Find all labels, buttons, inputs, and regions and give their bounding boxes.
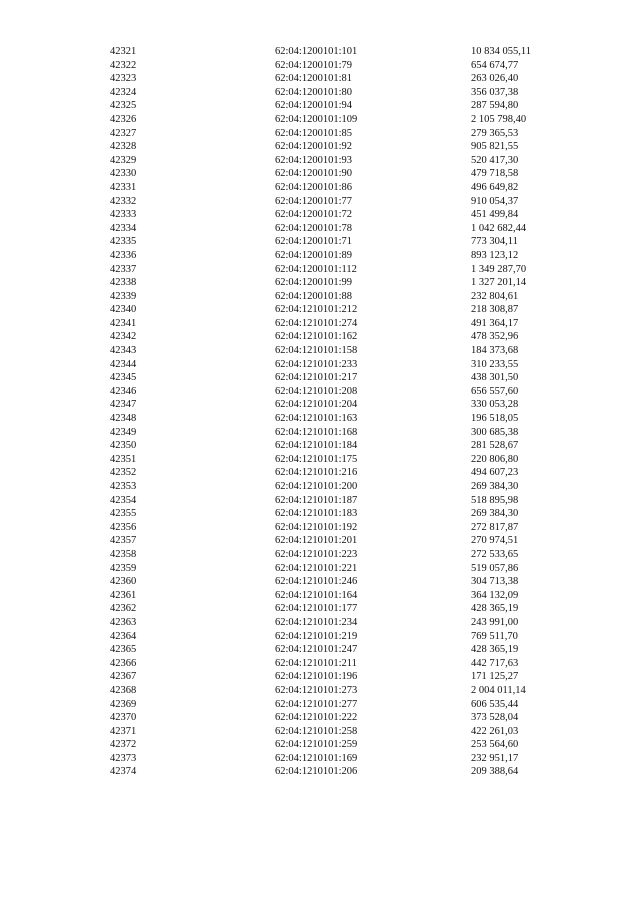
cadastral-number: 62:04:1200101:88 <box>275 290 353 302</box>
table-row <box>0 589 631 603</box>
cadastral-value: 451 499,84 <box>471 209 519 221</box>
cadastral-value: 330 053,28 <box>471 399 519 411</box>
row-number: 42338 <box>110 277 137 289</box>
cadastral-number: 62:04:1210101:206 <box>275 766 358 778</box>
cadastral-value: 2 105 798,40 <box>471 113 527 125</box>
cadastral-value: 491 364,17 <box>471 317 519 329</box>
cadastral-number: 62:04:1200101:101 <box>275 46 358 57</box>
row-number: 42373 <box>110 752 137 764</box>
cadastral-number: 62:04:1210101:274 <box>275 317 358 329</box>
row-number: 42325 <box>110 100 137 112</box>
row-number: 42352 <box>110 467 137 479</box>
cadastral-value: 520 417,30 <box>471 154 519 166</box>
cadastral-value: 218 308,87 <box>471 304 519 316</box>
cadastral-value: 232 804,61 <box>471 290 519 302</box>
cadastral-value: 438 301,50 <box>471 372 519 384</box>
cadastral-number: 62:04:1210101:221 <box>275 562 358 574</box>
row-number: 42346 <box>110 385 137 397</box>
cadastral-number: 62:04:1210101:219 <box>275 630 358 642</box>
cadastral-number: 62:04:1200101:112 <box>275 263 357 275</box>
cadastral-number: 62:04:1210101:258 <box>275 725 358 737</box>
table-row <box>0 602 631 616</box>
cadastral-number: 62:04:1210101:169 <box>275 752 358 764</box>
cadastral-value: 269 384,30 <box>471 481 519 492</box>
table-row <box>0 263 631 277</box>
table-body <box>0 45 631 779</box>
table-row <box>0 738 631 752</box>
cadastral-number: 62:04:1200101:81 <box>275 73 353 85</box>
table-row <box>0 507 631 521</box>
row-number: 42355 <box>110 508 137 520</box>
cadastral-number: 62:04:1200101:109 <box>275 113 358 125</box>
row-number: 42337 <box>110 263 137 275</box>
cadastral-number: 62:04:1210101:223 <box>275 548 358 560</box>
cadastral-value: 281 528,67 <box>471 440 519 452</box>
row-number: 42341 <box>110 317 137 329</box>
row-number: 42323 <box>110 73 137 85</box>
cadastral-value: 272 817,87 <box>471 521 519 533</box>
row-number: 42326 <box>110 113 137 125</box>
table-row <box>0 494 631 508</box>
table-row <box>0 113 631 127</box>
cadastral-number: 62:04:1210101:212 <box>275 304 358 316</box>
row-number: 42335 <box>110 236 137 248</box>
cadastral-value: 478 352,96 <box>471 331 519 343</box>
row-number: 42344 <box>110 358 137 370</box>
cadastral-number: 62:04:1210101:177 <box>275 603 358 615</box>
table-row <box>0 222 631 236</box>
cadastral-value: 196 518,05 <box>471 413 519 425</box>
row-number: 42356 <box>110 521 137 533</box>
table-row <box>0 249 631 263</box>
cadastral-number: 62:04:1200101:71 <box>275 236 353 248</box>
cadastral-value: 654 674,77 <box>471 59 519 71</box>
cadastral-value: 232 951,17 <box>471 752 519 764</box>
cadastral-value: 519 057,86 <box>471 562 519 574</box>
cadastral-value: 428 365,19 <box>471 603 519 615</box>
row-number: 42354 <box>110 494 137 506</box>
cadastral-value: 184 373,68 <box>471 345 519 357</box>
cadastral-value: 220 806,80 <box>471 453 519 465</box>
row-number: 42340 <box>110 304 137 316</box>
cadastral-value: 171 125,27 <box>471 671 519 683</box>
row-number: 42348 <box>110 413 137 425</box>
row-number: 42371 <box>110 725 137 737</box>
table-row <box>0 752 631 766</box>
cadastral-value: 373 528,04 <box>471 712 519 724</box>
table-row <box>0 358 631 372</box>
cadastral-value: 442 717,63 <box>471 657 519 669</box>
cadastral-number: 62:04:1210101:175 <box>275 453 358 465</box>
row-number: 42349 <box>110 426 137 438</box>
table-row <box>0 167 631 181</box>
table-row <box>0 657 631 671</box>
cadastral-value: 209 388,64 <box>471 766 519 778</box>
table-row <box>0 439 631 453</box>
cadastral-number: 62:04:1210101:201 <box>275 535 358 547</box>
cadastral-value: 263 026,40 <box>471 73 519 85</box>
row-number: 42368 <box>110 684 137 696</box>
table-row <box>0 59 631 73</box>
cadastral-number: 62:04:1200101:89 <box>275 249 353 261</box>
row-number: 42336 <box>110 249 137 261</box>
cadastral-value: 253 564,60 <box>471 739 519 751</box>
cadastral-value: 1 327 201,14 <box>471 277 527 289</box>
cadastral-number: 62:04:1200101:80 <box>275 86 353 98</box>
cadastral-value: 287 594,80 <box>471 100 519 112</box>
table-row <box>0 195 631 209</box>
cadastral-number: 62:04:1210101:208 <box>275 385 358 397</box>
cadastral-number: 62:04:1210101:277 <box>275 698 358 710</box>
cadastral-value: 304 713,38 <box>471 576 519 588</box>
row-number: 42345 <box>110 372 137 384</box>
row-number: 42328 <box>110 141 137 153</box>
cadastral-value: 243 991,00 <box>471 616 519 628</box>
row-number: 42333 <box>110 209 137 221</box>
cadastral-number: 62:04:1210101:196 <box>275 671 358 683</box>
table-row <box>0 426 631 440</box>
cadastral-value: 272 533,65 <box>471 548 519 560</box>
row-number: 42370 <box>110 712 137 724</box>
row-number: 42342 <box>110 331 137 343</box>
cadastral-number: 62:04:1210101:162 <box>275 331 358 343</box>
row-number: 42374 <box>110 766 137 778</box>
cadastral-number: 62:04:1210101:233 <box>275 358 358 370</box>
cadastral-value: 769 511,70 <box>471 630 518 642</box>
table-row <box>0 385 631 399</box>
cadastral-number: 62:04:1210101:216 <box>275 467 358 479</box>
cadastral-number: 62:04:1200101:94 <box>275 100 353 112</box>
table-row <box>0 303 631 317</box>
cadastral-value: 496 649,82 <box>471 181 519 193</box>
cadastral-number: 62:04:1210101:222 <box>275 712 358 724</box>
row-number: 42331 <box>110 181 137 193</box>
table-row <box>0 643 631 657</box>
row-number: 42347 <box>110 399 137 411</box>
row-number: 42322 <box>110 59 137 71</box>
table-row <box>0 181 631 195</box>
cadastral-value: 356 037,38 <box>471 86 519 98</box>
cadastral-number: 62:04:1210101:192 <box>275 521 358 533</box>
row-number: 42360 <box>110 576 137 588</box>
table-row <box>0 616 631 630</box>
table-row <box>0 330 631 344</box>
row-number: 42353 <box>110 481 137 492</box>
cadastral-number: 62:04:1210101:183 <box>275 508 358 520</box>
row-number: 42327 <box>110 127 137 139</box>
cadastral-value: 518 895,98 <box>471 494 519 506</box>
row-number: 42364 <box>110 630 137 642</box>
table-row <box>0 725 631 739</box>
table-row <box>0 711 631 725</box>
table-row <box>0 140 631 154</box>
table-row <box>0 344 631 358</box>
cadastral-value-table <box>0 45 631 779</box>
cadastral-number: 62:04:1200101:78 <box>275 222 353 234</box>
cadastral-number: 62:04:1210101:204 <box>275 399 358 411</box>
row-number: 42329 <box>110 154 137 166</box>
row-number: 42334 <box>110 222 137 234</box>
row-number: 42332 <box>110 195 137 207</box>
row-number: 42351 <box>110 453 137 465</box>
cadastral-number: 62:04:1210101:200 <box>275 481 358 492</box>
cadastral-number: 62:04:1200101:92 <box>275 141 353 153</box>
row-number: 42359 <box>110 562 137 574</box>
cadastral-number: 62:04:1210101:234 <box>275 616 358 628</box>
table-row <box>0 548 631 562</box>
cadastral-value: 428 365,19 <box>471 644 519 656</box>
cadastral-number: 62:04:1210101:184 <box>275 440 358 452</box>
cadastral-value: 300 685,38 <box>471 426 519 438</box>
row-number: 42321 <box>110 46 137 57</box>
table-row <box>0 453 631 467</box>
cadastral-number: 62:04:1210101:259 <box>275 739 358 751</box>
table-row <box>0 534 631 548</box>
cadastral-number: 62:04:1200101:93 <box>275 154 353 166</box>
cadastral-value: 494 607,23 <box>471 467 519 479</box>
table-row <box>0 371 631 385</box>
cadastral-value: 279 365,53 <box>471 127 519 139</box>
row-number: 42358 <box>110 548 137 560</box>
row-number: 42369 <box>110 698 137 710</box>
cadastral-value: 10 834 055,11 <box>471 46 531 57</box>
cadastral-value: 364 132,09 <box>471 589 519 601</box>
table-row <box>0 521 631 535</box>
cadastral-number: 62:04:1210101:168 <box>275 426 358 438</box>
cadastral-number: 62:04:1210101:217 <box>275 372 358 384</box>
cadastral-value: 310 233,55 <box>471 358 519 370</box>
row-number: 42367 <box>110 671 137 683</box>
table-row <box>0 480 631 494</box>
cadastral-value: 893 123,12 <box>471 249 519 261</box>
table-row <box>0 290 631 304</box>
table-row <box>0 562 631 576</box>
row-number: 42372 <box>110 739 137 751</box>
cadastral-number: 62:04:1210101:247 <box>275 644 358 656</box>
cadastral-value: 606 535,44 <box>471 698 519 710</box>
cadastral-number: 62:04:1200101:77 <box>275 195 353 207</box>
row-number: 42363 <box>110 616 137 628</box>
cadastral-number: 62:04:1210101:163 <box>275 413 358 425</box>
cadastral-value: 270 974,51 <box>471 535 519 547</box>
cadastral-number: 62:04:1210101:273 <box>275 684 358 696</box>
table-row <box>0 72 631 86</box>
table-row <box>0 45 631 59</box>
cadastral-number: 62:04:1200101:90 <box>275 168 353 180</box>
table-row <box>0 86 631 100</box>
cadastral-value: 905 821,55 <box>471 141 519 153</box>
cadastral-value: 2 004 011,14 <box>471 684 526 696</box>
cadastral-number: 62:04:1210101:158 <box>275 345 358 357</box>
table-row <box>0 412 631 426</box>
table-row <box>0 398 631 412</box>
table-row <box>0 765 631 779</box>
cadastral-value: 910 054,37 <box>471 195 519 207</box>
table-row <box>0 670 631 684</box>
cadastral-value: 479 718,58 <box>471 168 519 180</box>
table-row <box>0 154 631 168</box>
cadastral-number: 62:04:1210101:164 <box>275 589 358 601</box>
cadastral-number: 62:04:1200101:85 <box>275 127 353 139</box>
table-row <box>0 317 631 331</box>
cadastral-number: 62:04:1210101:246 <box>275 576 358 588</box>
table-row <box>0 466 631 480</box>
row-number: 42357 <box>110 535 137 547</box>
row-number: 42361 <box>110 589 137 601</box>
row-number: 42343 <box>110 345 137 357</box>
table-row <box>0 575 631 589</box>
table-row <box>0 208 631 222</box>
row-number: 42324 <box>110 86 137 98</box>
cadastral-number: 62:04:1200101:86 <box>275 181 353 193</box>
cadastral-value: 1 349 287,70 <box>471 263 527 275</box>
cadastral-number: 62:04:1200101:72 <box>275 209 353 221</box>
cadastral-value: 422 261,03 <box>471 725 519 737</box>
table-row <box>0 630 631 644</box>
table-row <box>0 698 631 712</box>
cadastral-number: 62:04:1200101:79 <box>275 59 353 71</box>
table-row <box>0 684 631 698</box>
cadastral-value: 269 384,30 <box>471 508 519 520</box>
cadastral-value: 1 042 682,44 <box>471 222 527 234</box>
table-row <box>0 99 631 113</box>
table-row <box>0 235 631 249</box>
table-row <box>0 127 631 141</box>
row-number: 42362 <box>110 603 137 615</box>
cadastral-value: 656 557,60 <box>471 385 519 397</box>
row-number: 42365 <box>110 644 137 656</box>
cadastral-number: 62:04:1200101:99 <box>275 277 353 289</box>
row-number: 42339 <box>110 290 137 302</box>
cadastral-number: 62:04:1210101:187 <box>275 494 358 506</box>
row-number: 42366 <box>110 657 137 669</box>
row-number: 42330 <box>110 168 137 180</box>
cadastral-value: 773 304,11 <box>471 236 518 248</box>
table-row <box>0 276 631 290</box>
cadastral-number: 62:04:1210101:211 <box>275 657 357 669</box>
row-number: 42350 <box>110 440 137 452</box>
